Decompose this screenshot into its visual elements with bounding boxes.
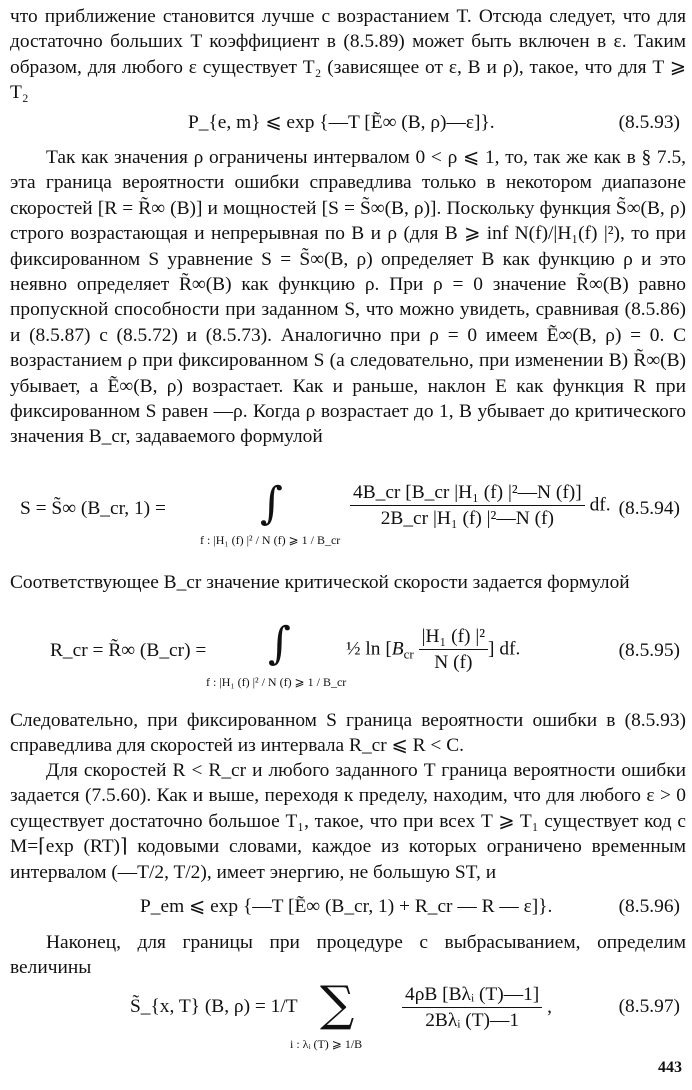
paragraph-text: Соответствующее B_cr значение критической скорости задается формулой bbox=[10, 572, 630, 593]
equation-tail: , bbox=[547, 996, 552, 1018]
equation-fraction bbox=[402, 982, 552, 1034]
paragraph-text: Так как значения ρ ограничены интервалом 0 < ρ ⩽ 1, то, так же как в § 7.5, эта граница вероятности ошибки справедлива только в некотором диапазоне скоростей [R = R̃∞ (B)] и мощностей [S = S̃∞(B, ρ)]. Поскольку функция S̃∞(B, ρ) строго возрастающая и непрерывная по B и ρ (для B ⩾ inf N(f)/|H₁(f) |²), то при фиксированном S уравнение S = S̃∞(B, ρ) определяет B как функцию ρ и это неявно определяет R̃∞(B) как функцию ρ. При ρ = 0 значение R̃∞(B) равно пропускной способности при заданном S, что можно увидеть, сравнивая (8.5.86) и (8.5.87) с (8.5.72) и (8.5.73). Аналогично при ρ = 0 имеем Ẽ∞(B, ρ) = 0. С возрастанием ρ при фиксированном S (а следовательно, при изменении B) R̃∞(B) убывает, а Ẽ∞(B, ρ) возрастает. Как и раньше, наклон E как функция R при фиксированном S равен —ρ. Когда ρ возрастает до 1, B убывает до критического значения B_cr, задаваемого формулой bbox=[10, 147, 686, 448]
equation-tail: df. bbox=[499, 638, 521, 660]
equation-8-5-97 bbox=[10, 976, 686, 1062]
paragraph-text: что приближение становится лучше с возрастанием T. Отсюда следует, что для достаточно больших T коэффициент в (8.5.89) может быть включен в ε. Таким образом, для любого ε существует T₂ (зависящее от ε, B и ρ), такое, что для T ⩾ T₂ bbox=[10, 6, 686, 104]
fraction-denominator: N (f) bbox=[434, 652, 473, 674]
sum-limit: i : λᵢ (T) ⩾ 1/B bbox=[290, 1037, 363, 1051]
equation-number: (8.5.96) bbox=[618, 896, 680, 917]
equation-tail: df. bbox=[589, 494, 611, 516]
equation-lhs: R_cr = R̃∞ (B_cr) = bbox=[50, 640, 207, 661]
paragraph-2 bbox=[10, 145, 686, 450]
equation-lhs: S = S̃∞ (B_cr, 1) = bbox=[20, 498, 166, 519]
equation-8-5-93 bbox=[10, 104, 686, 144]
integral-sign: ∫ bbox=[260, 478, 283, 529]
integral-limit: f : |H₁ (f) |² / N (f) ⩾ 1 / B_cr bbox=[200, 533, 341, 547]
equation-number: (8.5.94) bbox=[618, 498, 680, 519]
integral-limit: f : |H₁ (f) |² / N (f) ⩾ 1 / B_cr bbox=[206, 675, 347, 689]
paragraph-6 bbox=[10, 930, 686, 981]
paragraph-1 bbox=[10, 4, 686, 106]
equation-body: P_{e, m} ⩽ exp {—T [Ẽ∞ (B, ρ)—ε]}. bbox=[188, 112, 495, 133]
fraction-denominator: 2Bλᵢ (T)—1 bbox=[425, 1010, 520, 1032]
equation-body: P_em ⩽ exp {—T [Ẽ∞ (B_cr, 1) + R_cr — R — ε]}. bbox=[140, 896, 553, 917]
equation-number: (8.5.97) bbox=[618, 996, 680, 1017]
equation-8-5-96 bbox=[10, 888, 686, 928]
paragraph-text: Наконец, для границы при процедуре с выбрасыванием, определим величины bbox=[10, 932, 686, 979]
paragraph-5 bbox=[10, 758, 686, 885]
sum-sign: ∑ bbox=[320, 976, 355, 1032]
equation-8-5-94 bbox=[10, 478, 686, 558]
equation-number: (8.5.93) bbox=[618, 112, 680, 133]
equation-lhs: S̃_{x, T} (B, ρ) = 1/T bbox=[130, 996, 298, 1017]
paragraph-3 bbox=[10, 570, 686, 595]
fraction-numerator: 4B_cr [B_cr |H₁ (f) |²—N (f)] bbox=[350, 480, 585, 506]
equation-8-5-95 bbox=[10, 620, 686, 700]
page-number: 443 bbox=[658, 1058, 682, 1076]
fraction-denominator: 2B_cr |H₁ (f) |²—N (f) bbox=[380, 508, 554, 530]
equation-fraction: ½ $\ln [B_{cr}$ $\frac{\text{|H₁ (f) |²}}{N (f)}$ ] df. bbox=[346, 624, 520, 676]
equation-number: (8.5.95) bbox=[618, 640, 680, 661]
paragraph-text: Для скоростей R < R_cr и любого заданного T граница вероятности ошибки задается (7.5.60). Как и выше, переходя к пределу, находим, что для любого ε > 0 существует достаточно большое T₁, такое, что при всех T ⩾ T₁ существует код с M=⌈exp (RT)⌉ кодовыми словами, каждое из которых ограничено временным интервалом (—T/2, T/2), имеет энергию, не большую ST, и bbox=[10, 760, 686, 883]
equation-fraction bbox=[350, 480, 611, 532]
paragraph-text: Следовательно, при фиксированном S граница вероятности ошибки в (8.5.93) справедлива для скоростей из интервала R_cr ⩽ R < C. bbox=[10, 710, 686, 757]
paragraph-4 bbox=[10, 708, 686, 759]
integral-sign: ∫ bbox=[268, 618, 291, 669]
fraction-numerator: 4ρB [Bλᵢ (T)—1] bbox=[402, 982, 542, 1008]
fraction-numerator: |H₁ (f) |² bbox=[419, 624, 488, 650]
equation-coefficient: ½ ln bbox=[346, 638, 381, 660]
